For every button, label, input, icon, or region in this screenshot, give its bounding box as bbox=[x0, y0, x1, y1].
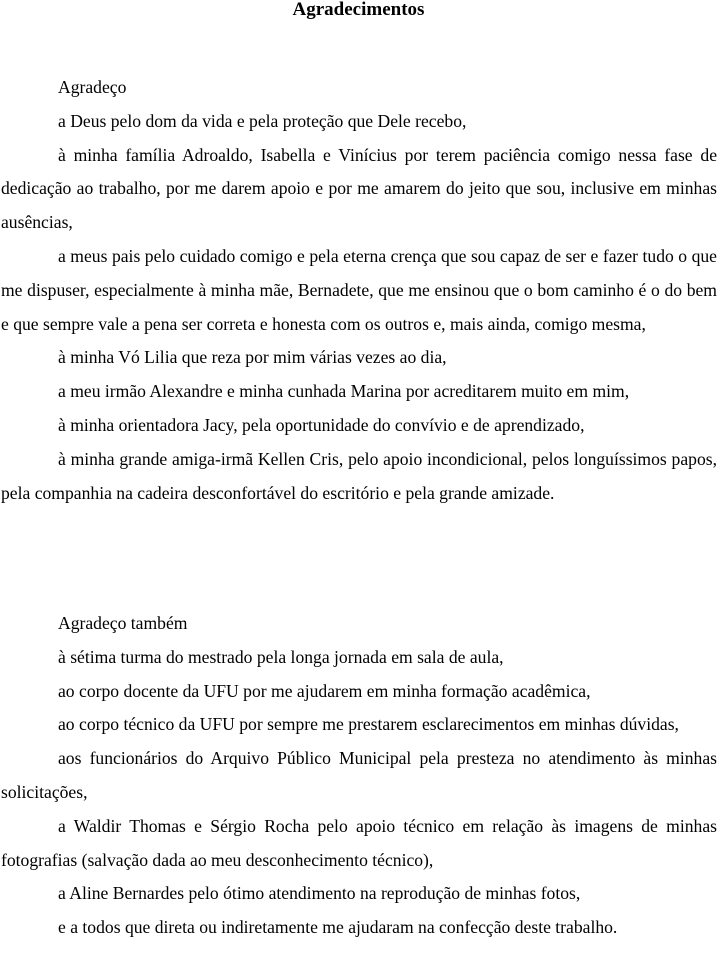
paragraph-grandmother: à minha Vó Lilia que reza por mim várias vezes ao dia, bbox=[58, 347, 447, 368]
paragraph-family: à minha família Adroaldo, Isabella e Vinícius por terem paciência comigo nessa fase de dedicação ao trabalho, por me darem apoio e por me amarem do jeito que sou, inclusive em minhas ausências, bbox=[1, 144, 717, 233]
acknowledgements-section-also bbox=[1, 607, 717, 945]
paragraph-advisor: à minha orientadora Jacy, pela oportunidade do convívio e de aprendizado, bbox=[58, 414, 585, 435]
page-title: Agradecimentos bbox=[292, 0, 425, 20]
paragraph-friend: à minha grande amiga-irmã Kellen Cris, pelo apoio incondicional, pelos longuíssimos papos, pela companhia na cadeira desconfortável do escritório e pela grande amizade. bbox=[1, 448, 717, 503]
paragraph-technical-staff: ao corpo técnico da UFU por sempre me prestarem esclarecimentos em minhas dúvidas, bbox=[58, 714, 679, 735]
acknowledgements-section-main bbox=[1, 71, 717, 510]
paragraph-parents: a meus pais pelo cuidado comigo e pela eterna crença que sou capaz de ser e fazer tudo o que me dispuser, especialmente à minha mãe, Bernadete, que me ensinou que o bom caminho é o do bem e que sempre vale a pena ser correta e honesta com os outros e, mais ainda, comigo mesma, bbox=[1, 245, 717, 334]
paragraph-photo-support: a Waldir Thomas e Sérgio Rocha pelo apoio técnico em relação às imagens de minhas fotografias (salvação dada ao meu desconhecimento técnico), bbox=[1, 815, 717, 870]
paragraph-brother: a meu irmão Alexandre e minha cunhada Marina por acreditarem muito em mim, bbox=[58, 381, 630, 402]
paragraph-photo-reproduction: a Aline Bernardes pelo ótimo atendimento na reprodução de minhas fotos, bbox=[58, 883, 581, 904]
paragraph-archive: aos funcionários do Arquivo Público Municipal pela presteza no atendimento às minhas solicitações, bbox=[1, 748, 717, 802]
section-intro: Agradeço bbox=[58, 77, 127, 97]
paragraph-god: a Deus pelo dom da vida e pela proteção que Dele recebo, bbox=[58, 110, 467, 131]
paragraph-class: à sétima turma do mestrado pela longa jornada em sala de aula, bbox=[58, 646, 504, 667]
paragraph-everyone: e a todos que direta ou indiretamente me ajudaram na confecção deste trabalho. bbox=[58, 917, 618, 938]
section-intro: Agradeço também bbox=[58, 613, 188, 633]
paragraph-faculty: ao corpo docente da UFU por me ajudarem em minha formação acadêmica, bbox=[58, 680, 591, 701]
